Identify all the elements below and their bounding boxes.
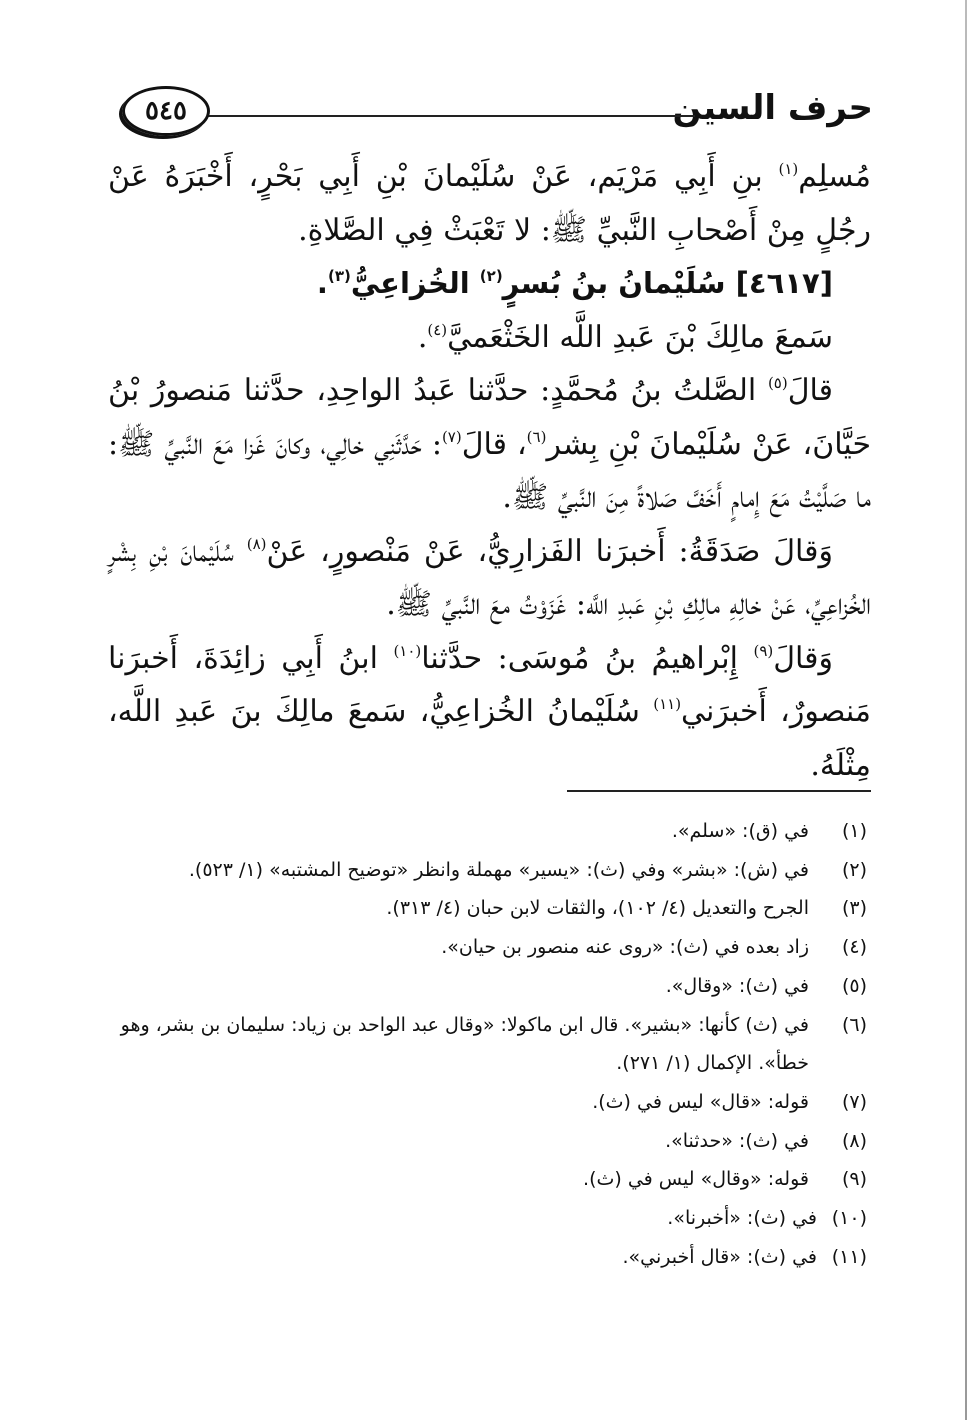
footnote-number: (١٠) [831,1207,867,1230]
text-run: مُسلِم [798,159,871,194]
footnote [110,889,867,928]
entry-title: [٤٦١٧] سُلَيْمانُ بنُ بُسرٍ [502,266,833,300]
paragraph-1 [108,150,871,257]
footnote-text: في (ث) كأنها: «بشير». قال ابن ماكولا: «وقال عبد الواحد بن زياد: سليمان بن بشر، وهو خطأ». الإكمال (١/ ٢٧١). [120,1013,809,1075]
footnote-ref[interactable]: (٤) [427,320,448,339]
footnote-ref[interactable]: (١٠) [393,641,422,660]
footnote-text: قوله: «قال» ليس في (ث). [592,1090,809,1113]
footnote-number: (١) [841,820,867,842]
footnote [110,1006,867,1083]
footnote-text: زاد بعده في (ث): «روى عنه منصور بن حيان». [441,936,809,959]
paragraph-6 [108,632,871,793]
entry-title-nisba: الخُزاعِيُّ [350,266,480,300]
footnote-text: قوله: «وقال» ليس في (ث). [583,1168,809,1191]
footnote-text: في (ق): «سلم». [671,820,809,842]
text-run: سُلَيْمانَ بْنِ بِشْرٍ الخُزاعِيِّ، عَنْ خالِهِ مالِكِ بْنِ عَبدِ اللَّه: غَزَوْتُ معَ النَّبيِّ ﷺ. [108,533,871,622]
footnote-ref[interactable]: (٥) [767,374,788,392]
footnote-number: (٢) [841,858,867,881]
text-run: الصَّلتُ بنُ مُحمَّدٍ: حدَّثنا عَبدُ الواحِدِ، حدَّثنا مَنصورُ بْنُ حَيَّانَ، عَنْ سُلَيْمانَ بْنِ بِشر [108,373,871,462]
footnote [110,1122,867,1161]
footnote-separator [567,790,871,792]
running-head: حرف السين [672,88,873,128]
footnote-ref[interactable]: (٩) [753,641,774,660]
footnote [110,1238,867,1277]
footnote-ref[interactable]: (٨) [246,534,267,553]
text-run: سُلَيْمانُ الخُزاعِيُّ، سَمعَ مالِكَ بنَ عَبدِ اللَّه، مِثْلَهُ. [108,694,871,783]
footnotes [110,812,867,1276]
footnote-text: في (ث): «حدثنا». [665,1129,809,1152]
footnote [110,1083,867,1122]
footnote-ref[interactable]: (٣) [327,267,351,285]
page-number: ٥٤٥ [145,96,187,126]
footnote [110,812,867,851]
text-run: قالَ [787,373,833,408]
footnote-number: (٤) [841,936,867,959]
footnote [110,967,867,1006]
footnote-text: الجرح والتعديل (٤/ ١٠٢)، والثقات لابن حبان (٤/ ٣١٣). [386,897,809,920]
text-run: : حَدَّثَنِي خالِي، وكانَ غَزا مَعَ النَّبيِّ ﷺ: ما صَلَّيْتُ مَعَ إِمامٍ أَخَفَّ صَلاةً مِنَ النَّبيِّ ﷺ. [108,426,871,515]
footnote-text: في (ث): «وقال». [665,974,809,997]
entry-heading [108,257,871,311]
page-number-badge [122,86,210,136]
footnote-text: في (ش): «بشر» وفي (ث): «يسير» مهملة وانظر «توضيح المشتبه» (١/ ٥٢٣). [188,858,809,881]
footnote-text: في (ث): «قال أخبرني». [622,1245,817,1268]
text-run: ابنُ أَبِي زائِدَةَ، أَخبرَنا مَنصورٌ، أَخبرَني [108,640,871,729]
footnote-number: (٧) [841,1090,867,1113]
footnote-ref[interactable]: (١١) [653,695,682,713]
footnote [110,1199,867,1238]
footnote-ref[interactable]: (٢) [479,267,503,285]
footnote [110,851,867,890]
footnote-number: (٣) [841,897,867,920]
main-text [108,150,871,792]
paragraph-3 [108,311,871,365]
scan-edge-line [965,0,967,1420]
paragraph-5 [108,525,871,632]
text-run: وَقالَ صَدَقَةُ: أَخبرَنا الفَزارِيُّ، عَنْ مَنْصورٍ، عَنْ [266,533,833,569]
page-header [122,82,873,144]
text-run: وَقالَ [773,640,833,676]
text-run: إِبْراهيمُ بنُ مُوسَى: حدَّثنا [421,640,754,676]
footnote-ref[interactable]: (٦) [526,427,547,446]
paragraph-4 [108,364,871,525]
footnote [110,1160,867,1199]
footnote-number: (٦) [841,1013,867,1036]
footnote-number: (٥) [841,974,867,997]
footnote-number: (٨) [841,1129,867,1152]
footnote-ref[interactable]: (٧) [441,427,462,446]
footnote-text: في (ث): «أخبرنا». [667,1207,817,1230]
header-rule [208,115,695,117]
footnote [110,928,867,967]
text-run: بنِ أَبِي مَرْيَم، عَنْ سُلَيْمانَ بْنِ أَبِي بَحْرٍ، أَخْبَرَهُ عَنْ رجُلٍ مِنْ أَصْحابِ النَّبيِّ ﷺ: لا تَعْبَثْ فِي الصَّلاةِ. [108,159,871,248]
text-run: ، قالَ [461,426,527,462]
text-run: . [417,319,428,355]
text-run: سَمعَ مالِكَ بْنَ عَبدِ اللَّه الخَثْعَميَّ [447,319,833,355]
text-run: . [316,266,328,300]
footnote-ref[interactable]: (١) [778,160,799,178]
footnote-number: (١١) [831,1245,867,1268]
footnote-number: (٩) [841,1168,867,1191]
